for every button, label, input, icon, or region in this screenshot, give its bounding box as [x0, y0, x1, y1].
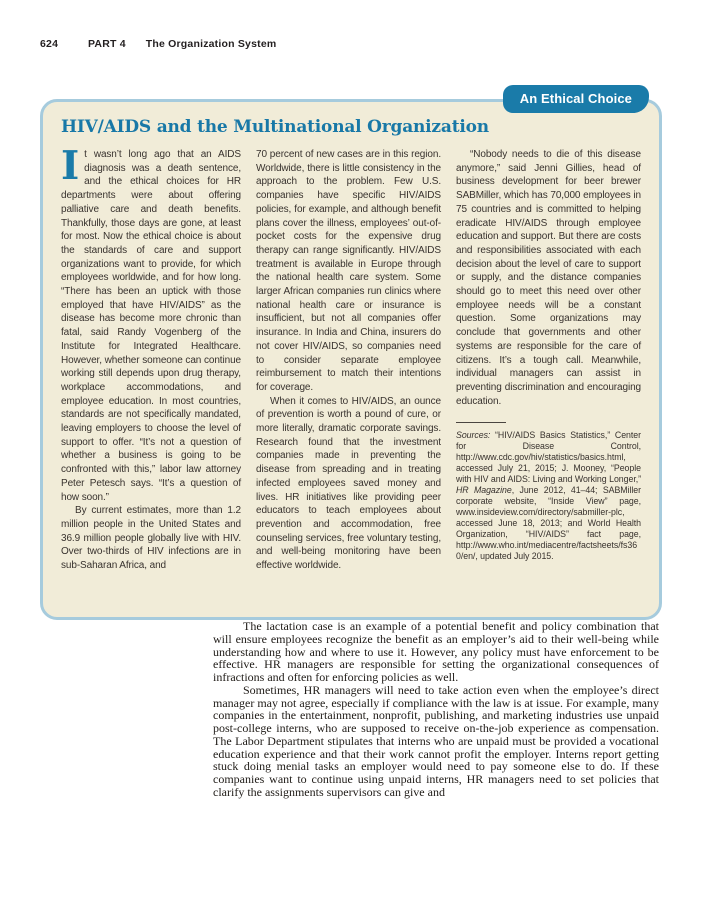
dropcap-letter: I — [61, 143, 80, 189]
sources-label: Sources: — [456, 430, 491, 441]
body-text-block — [213, 620, 659, 799]
column-3 — [456, 148, 641, 573]
feature-box-columns — [61, 143, 641, 573]
sources-text-2: , June 2012, 41–44; SABMiller corporate website, “Inside View” page, www.insideview.com/directory/sabmiller-plc, accessed June 18, 2013; and World Health Organization, “HIV/AIDS” fact page, http://www.who.int/mediacentre/factsheets/fs360/en/, updated July 2015. — [456, 485, 641, 562]
sources-note — [456, 430, 641, 562]
body-paragraph-1: The lactation case is an example of a potential benefit and policy combination that will ensure employees recognize the benefit as an employer’s aid to their well-being while understanding how and where to use it. However, any policy must have enforcement to be effective. HR managers are responsible for setting the organizational consequences of infractions and often for enforcing policies as well. — [213, 619, 659, 684]
part-title: The Organization System — [145, 38, 277, 50]
column-1-paragraph-1 — [61, 143, 241, 504]
column-3-paragraph-1: “Nobody needs to die of this disease anymore,” said Jenni Gillies, head of business development for beer brewer SABMiller, which has 70,000 employees in 75 countries and is committed to helping eradicate HIV/AIDS through employee education and support. But there are costs and responsibilities associated with each decision about the level of care to support or supply, and the distance companies should go to meet this need over other employee needs will be a constant question. Some organizations may conclude that governments and other systems are responsible for the care of citizens. It’s a tough call. Meanwhile, individual managers can assist in preventing discrimination and encouraging education. — [456, 149, 641, 407]
body-paragraph-2: Sometimes, HR managers will need to take action even when the employee’s direct manager may not agree, especially if compliance with the law is at issue. For example, many companies in the entertainment, nonprofit, publishing, and marketing industries use unpaid post-college interns, who are supposed to receive on-the-job experience as compensation. The Labor Department stipulates that interns who are unpaid must be provided a vocational education experience and that their work cannot profit the employer. Interns report getting stuck doing menial tasks an employer would need to pay someone else to do. If these companies want to continue using unpaid interns, HR managers need to set policies that clarify the assignments supervisors can give and — [213, 682, 659, 799]
page-number: 624 — [40, 38, 59, 50]
feature-box-title: HIV/AIDS and the Multinational Organization — [61, 117, 489, 137]
ethical-choice-feature-box — [40, 91, 662, 620]
running-head — [40, 38, 276, 50]
column-1 — [61, 143, 241, 573]
sources-text-1: “HIV/AIDS Basics Statistics,” Center for Disease Control, http://www.cdc.gov/hiv/statistics/basics.html, accessed July 21, 2015; J. Mooney, “People with HIV and AIDS: Living and Working Longer,” — [456, 430, 641, 485]
column-2-paragraph-1: 70 percent of new cases are in this region. Worldwide, there is little consistency in the approach to the problem. Few U.S. companies have specific HIV/AIDS policies, for example, and although benefit plans cover the illness, employees’ out-of-pocket costs for the expensive drug therapy can range significantly. HIV/AIDS treatment is available in Europe through the national health care system. Some larger African companies run clinics where national health care or insurance is insufficient, but not all companies offer insurance. In India and China, insurers do not cover HIV/AIDS, so companies need to consider separate employee reimbursement to match their intentions for coverage. — [256, 149, 441, 393]
column-2-paragraph-2: When it comes to HIV/AIDS, an ounce of prevention is worth a pound of cure, or more literally, dramatic corporate savings. Research found that the investment companies made in preventing the disease from spreading and in treating infected employees saved money and lives. HR initiatives like providing peer educators to teach employees about prevention and accommodation, free counseling services, free voluntary testing, and well-being monitoring have been effective worldwide. — [256, 395, 441, 572]
part-label: PART 4 — [88, 38, 126, 50]
column-1-paragraph-2: By current estimates, more than 1.2 million people in the United States and 36.9 million people globally live with HIV. Over two-thirds of HIV infections are in sub-Saharan Africa, and — [61, 505, 241, 572]
sources-divider-rule — [456, 422, 506, 423]
ethical-choice-badge: An Ethical Choice — [503, 85, 649, 113]
sources-magazine-title: HR Magazine — [456, 485, 512, 496]
column-1-paragraph-1-text: t wasn’t long ago that an AIDS diagnosis was a death sentence, and the ethical choices for HR departments were about offering palliative care and death benefits. Thankfully, those days are gone, at least for most. Now the ethical choice is about the standards of care and support organizations want to provide, for which employees worldwide, and for how long. “There has been an uptick with those employed that have HIV/AIDS” as the disease has become more chronic than fatal, said Randy Vogenberg of the Institute for Integrated Healthcare. However, whether someone can continue working still depends upon drug therapy, workplace accommodations, and employee education. In most countries, standards are not specifically mandated, leaving employers to choose the level of support to offer. “It’s not a question of whether a business is going to be confronted with this,” labor law attorney Peter Petesch says. “It’s a question of how soon.” — [61, 149, 241, 503]
column-2 — [256, 148, 441, 573]
